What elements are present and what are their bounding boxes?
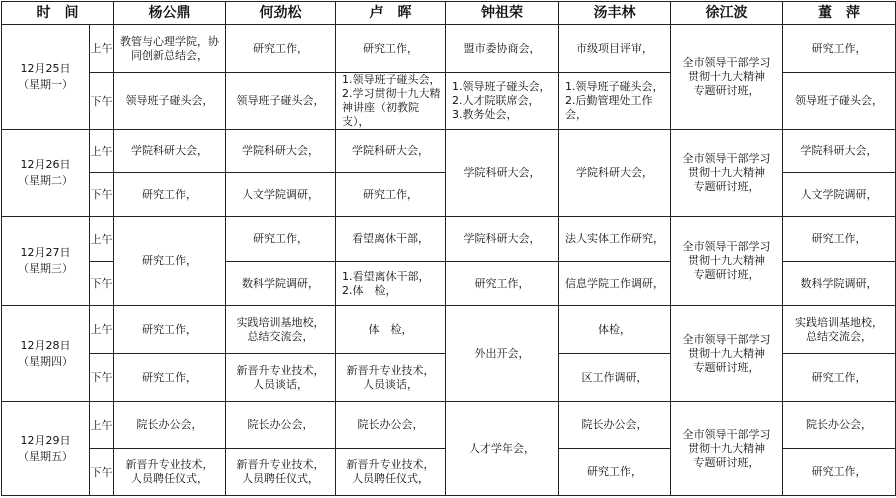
- schedule-cell: [114, 449, 226, 496]
- schedule-cell: 学院科研大会，: [336, 130, 446, 173]
- cell-line: 人员谈话，: [363, 377, 418, 391]
- schedule-cell: 外出开会，: [446, 306, 559, 402]
- header-name: 徐江波: [671, 2, 783, 25]
- cell-line: 专题研讨班，: [693, 455, 760, 469]
- cell-line: 全市领导干部学习: [682, 56, 771, 69]
- schedule-cell: 领导班子碰头会，: [226, 73, 336, 130]
- weekday-text: （星期二）: [18, 174, 73, 187]
- cell-line: 新晋升专业技术，: [346, 363, 435, 377]
- day-row-am: [2, 402, 896, 449]
- date-text: 12月29日: [20, 433, 71, 447]
- schedule-cell: 学院科研大会，: [226, 130, 336, 173]
- cell-line: 贯彻十九大精神: [688, 254, 765, 267]
- schedule-cell: [336, 262, 446, 306]
- schedule-cell: 信息学院工作调研，: [559, 262, 671, 306]
- schedule-cell: [226, 354, 336, 402]
- schedule-cell: [671, 217, 783, 306]
- cell-line: 贯彻十九大精神: [688, 441, 765, 455]
- cell-line: 专题研讨班，: [693, 84, 760, 97]
- schedule-cell: 区工作调研，: [559, 354, 671, 402]
- schedule-cell: 院长办公会，: [783, 402, 896, 449]
- am-label: 上午: [90, 402, 114, 449]
- schedule-cell: [226, 449, 336, 496]
- schedule-cell: 数科学院调研，: [226, 262, 336, 306]
- day-row-am: [2, 306, 896, 354]
- schedule-cell: 研究工作，: [114, 306, 226, 354]
- schedule-cell: 研究工作，: [114, 354, 226, 402]
- pm-label: 下午: [90, 354, 114, 402]
- cell-line: 总结交流会，: [247, 329, 314, 343]
- schedule-cell: 法人实体工作研究，: [559, 217, 671, 262]
- am-label: 上午: [90, 25, 114, 73]
- schedule-cell: [671, 402, 783, 496]
- date-text: 12月26日: [20, 158, 71, 171]
- schedule-cell: 院长办公会，: [114, 402, 226, 449]
- schedule-cell: 领导班子碰头会，: [783, 73, 896, 130]
- am-label: 上午: [90, 217, 114, 262]
- date-text: 12月27日: [20, 246, 71, 259]
- cell-line: 贯彻十九大精神: [688, 70, 765, 83]
- schedule-cell: [783, 306, 896, 354]
- schedule-cell: 研究工作，: [226, 25, 336, 73]
- date-cell: [2, 217, 90, 306]
- schedule-cell: 人才学年会，: [446, 402, 559, 496]
- schedule-cell: 领导班子碰头会，: [114, 73, 226, 130]
- schedule-cell: 人文学院调研，: [226, 173, 336, 217]
- pm-label: 下午: [90, 262, 114, 306]
- schedule-cell: [671, 306, 783, 402]
- schedule-cell: [336, 73, 446, 130]
- schedule-cell: 研究工作，: [783, 449, 896, 496]
- schedule-cell: 院长办公会，: [336, 402, 446, 449]
- cell-line: 2.后勤管理处工作会，: [565, 94, 653, 121]
- header-row: [2, 2, 896, 25]
- schedule-cell: 学院科研大会，: [114, 130, 226, 173]
- schedule-cell: [559, 73, 671, 130]
- cell-line: 2.体 检，: [342, 283, 397, 297]
- cell-line: 人员聘任仪式，: [352, 472, 429, 485]
- weekday-text: （星期五）: [18, 449, 73, 463]
- cell-line: 3.教务处会，: [452, 108, 518, 121]
- header-time: 时 间: [2, 2, 114, 25]
- schedule-cell: 研究工作，: [783, 25, 896, 73]
- schedule-table: [1, 1, 896, 496]
- schedule-cell: 研究工作，: [446, 262, 559, 306]
- header-name: 汤丰林: [559, 2, 671, 25]
- schedule-cell: [446, 73, 559, 130]
- cell-line: 1.领导班子碰头会，: [565, 80, 664, 93]
- date-cell: [2, 306, 90, 402]
- am-label: 上午: [90, 306, 114, 354]
- schedule-cell: 院长办公会，: [559, 402, 671, 449]
- cell-line: 贯彻十九大精神: [688, 166, 765, 179]
- date-text: 12月25日: [20, 62, 71, 75]
- cell-line: 贯彻十九大精神: [688, 346, 765, 360]
- header-name: 杨公鼎: [114, 2, 226, 25]
- weekday-text: （星期一）: [18, 78, 73, 91]
- date-cell: [2, 402, 90, 496]
- cell-line: 专题研讨班，: [693, 360, 760, 374]
- cell-line: 新晋升专业技术，: [346, 458, 435, 471]
- schedule-cell: [226, 306, 336, 354]
- pm-label: 下午: [90, 449, 114, 496]
- cell-line: 专题研讨班，: [693, 268, 760, 281]
- cell-line: 2.学习贯彻十九大精神讲座（初教院支），: [342, 87, 441, 128]
- weekday-text: （星期四）: [18, 354, 73, 368]
- cell-line: 实践培训基地校，: [236, 315, 325, 329]
- cell-line: 全市领导干部学习: [682, 240, 771, 253]
- cell-line: 总结交流会，: [806, 329, 872, 343]
- schedule-cell: 看望离休干部，: [336, 217, 446, 262]
- schedule-cell: 人文学院调研，: [783, 173, 896, 217]
- schedule-cell: 盟市委协商会，: [446, 25, 559, 73]
- schedule-cell: 学院科研大会，: [783, 130, 896, 173]
- schedule-cell: 研究工作，: [114, 173, 226, 217]
- cell-line: 全市领导干部学习: [682, 152, 771, 165]
- schedule-cell: 学院科研大会，: [559, 130, 671, 217]
- cell-line: 1.领导班子碰头会，: [342, 73, 441, 86]
- cell-line: 实践培训基地校，: [795, 315, 883, 329]
- date-cell: [2, 25, 90, 130]
- pm-label: 下午: [90, 73, 114, 130]
- weekday-text: （星期三）: [18, 262, 73, 275]
- cell-line: 新晋升专业技术，: [125, 458, 214, 471]
- schedule-cell: 学院科研大会，: [446, 217, 559, 262]
- schedule-cell: 研究工作，: [783, 354, 896, 402]
- schedule-cell: 数科学院调研，: [783, 262, 896, 306]
- schedule-cell: [336, 449, 446, 496]
- schedule-cell: [336, 354, 446, 402]
- day-row-am: [2, 25, 896, 73]
- schedule-cell: [671, 130, 783, 217]
- schedule-cell: 研究工作，: [336, 25, 446, 73]
- schedule-cell: 学院科研大会，: [446, 130, 559, 217]
- cell-line: 1.领导班子碰头会，: [452, 80, 551, 93]
- cell-line: 1.看望离休干部，: [342, 269, 430, 283]
- date-text: 12月28日: [20, 338, 71, 352]
- schedule-cell: 研究工作，: [559, 449, 671, 496]
- pm-label: 下午: [90, 173, 114, 217]
- header-name: 钟祖荣: [446, 2, 559, 25]
- schedule-cell: 研究工作，: [783, 217, 896, 262]
- cell-line: 专题研讨班，: [693, 180, 760, 193]
- cell-line: 人员聘任仪式，: [242, 472, 319, 485]
- schedule-cell: 体 检，: [336, 306, 446, 354]
- header-name: 卢 晖: [336, 2, 446, 25]
- header-name: 何劲松: [226, 2, 336, 25]
- cell-line: 全市领导干部学习: [682, 332, 771, 346]
- schedule-cell: 体检，: [559, 306, 671, 354]
- cell-line: 2.人才院联席会，: [452, 94, 540, 107]
- header-name: 董 萍: [783, 2, 896, 25]
- schedule-cell: 研究工作，: [226, 217, 336, 262]
- cell-line: 人员谈话，: [253, 377, 308, 391]
- day-row-am: [2, 217, 896, 262]
- date-cell: [2, 130, 90, 217]
- schedule-cell: 市级项目评审，: [559, 25, 671, 73]
- cell-line: 新晋升专业技术，: [236, 363, 325, 377]
- am-label: 上午: [90, 130, 114, 173]
- day-row-am: [2, 130, 896, 173]
- cell-line: 全市领导干部学习: [682, 427, 771, 441]
- schedule-cell: 院长办公会，: [226, 402, 336, 449]
- cell-line: 新晋升专业技术，: [236, 458, 325, 471]
- cell-line: 人员聘任仪式，: [131, 472, 208, 485]
- schedule-cell: 教管与心理学院，协同创新总结会，: [114, 25, 226, 73]
- schedule-cell: 研究工作，: [114, 217, 226, 306]
- schedule-cell: 研究工作，: [336, 173, 446, 217]
- schedule-cell: [671, 25, 783, 130]
